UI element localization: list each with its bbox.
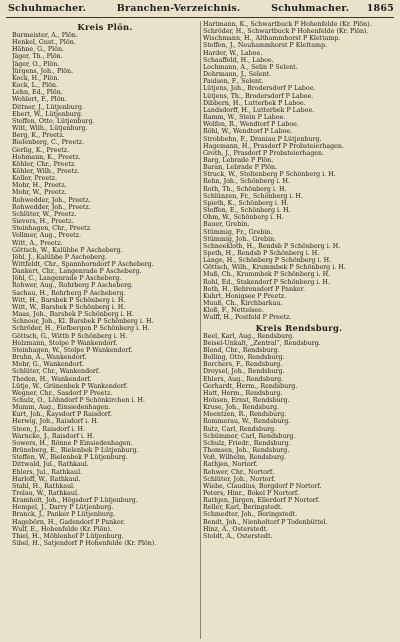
directory-entry: Berg, K., Preetz.: [12, 132, 65, 140]
directory-entry: Baran, Lebrade P Plön.: [203, 164, 278, 172]
directory-entry: Sievers, H., Preetz.: [12, 218, 74, 226]
directory-entry: Barg, Lebrade P Plön.: [203, 156, 274, 164]
directory-entry: Röhl, W., Wendtorf P Laboe.: [203, 128, 293, 136]
directory-entry: Lochmann, A., Selin P Selent.: [203, 63, 298, 71]
directory-entry: Borchers, F., Rendsburg.: [203, 361, 283, 369]
directory-entry: Dankert, Chr., Langenrade P Ascheberg.: [12, 268, 142, 276]
directory-entry: Reller, Karl, Beringstedt.: [203, 504, 283, 512]
directory-entry: Roth, Th., Schönberg i. H.: [203, 185, 287, 193]
directory-entry: Steinhagen, Chr., Preetz.: [12, 225, 93, 233]
directory-entry: Bendt, Joh., Nienholtorf P Todenbüttel.: [203, 518, 328, 526]
directory-entry: Mohr, H., Preetz.: [12, 182, 67, 190]
directory-entry: Wittfeldt, Chr., Spannhorndorf P Ascheberg.: [12, 261, 154, 268]
directory-entry: Schnoor, Joh., Kl. Barsbek P Schönberg i. H.: [12, 318, 154, 326]
directory-entry: Ehlers, Aug., Rendsburg.: [203, 375, 284, 383]
right-column: [203, 21, 395, 639]
directory-entry: Steffen, J., Neuhammhorst P Klettamp.: [203, 42, 328, 50]
section-title-rendsburg: Kreis Rendsburg.: [255, 322, 343, 333]
directory-entry: Lütjens, Th., Brodersdorf P Laboe.: [203, 92, 314, 100]
right-entry-list-rendsburg: [203, 333, 395, 541]
right-entry-list-ploen: [203, 21, 395, 322]
directory-entry: Sowers, H., Rönne P Einsiedenhagen.: [12, 439, 133, 447]
directory-entry: Schmedter, Joh., Beringstedt.: [203, 511, 298, 519]
directory-entry: Schneekloth, H., Rendsb P Schönberg i. H.: [203, 242, 341, 250]
directory-entry: Wegner, Chr., Sasdorf P Preetz.: [12, 389, 113, 397]
directory-entry: Holzmann, Stolpe P Wankendorf.: [12, 339, 118, 347]
directory-entry: Wulff, H., Postfeld P Preetz.: [203, 314, 292, 322]
directory-entry: Göttsch, W., Kalübbe P Ascheberg.: [12, 246, 123, 254]
directory-entry: Dibbern, H., Lutterbek P Laboe.: [203, 99, 306, 107]
directory-entry: Rohwer, Aug., Rohrberg P Ascheberg.: [12, 282, 134, 290]
directory-entry: Meentzen, R., Rendsburg.: [203, 411, 287, 419]
directory-entry: Bruhn, A., Wankendorf.: [12, 354, 87, 362]
directory-entry: Witt, H., Barsbek P Schönberg i. H.: [12, 296, 126, 304]
directory-entry: Beisel-Unkalt, „Zentral“, Rendsburg.: [203, 339, 321, 347]
directory-entry: Hempel, J., Darry P Lütjenburg.: [12, 504, 114, 512]
directory-entry: Warncke, J., Raisdorf i. H.: [12, 432, 95, 440]
directory-entry: Stümmig, Joh., Grebin.: [203, 235, 277, 243]
directory-entry: Schlünzen, Fr., Schönberg i. H.: [203, 192, 303, 200]
directory-entry: Rommerau, W., Rendsburg.: [203, 418, 291, 426]
directory-entry: Groth, J., Prasdorf P Probsteierhagen.: [203, 149, 325, 157]
directory-entry: Wiebe, Claudius, Borgdorf P Nortorf.: [203, 482, 322, 490]
directory-entry: Bielenberg, C., Preetz.: [12, 139, 85, 147]
directory-entry: Witt, A., Preetz.: [12, 239, 63, 247]
directory-entry: Henkel, Gust., Plön.: [12, 39, 76, 47]
directory-entry: Hagemann, H., Prasdorf P Probsteierhagen.: [203, 142, 344, 150]
header-left: Schuhmacher.: [8, 3, 87, 14]
directory-entry: Branck, J., Panker P Lütjenburg.: [12, 511, 116, 519]
directory-entry: Maas, Joh., Barsbek P Schönberg i. H.: [12, 311, 135, 319]
page-header: [8, 3, 394, 17]
directory-entry: Hähne, G., Plön.: [12, 46, 64, 54]
directory-entry: Mohr, G., Wankendorf.: [12, 361, 84, 369]
directory-entry: Schaaffeld, H., Laboe.: [203, 56, 274, 64]
directory-entry: Schulz, O., Löhndorf P Schönkirchen i. H.: [12, 396, 146, 404]
header-right: Schuhmacher.: [271, 3, 350, 14]
directory-entry: Kramholt, Joh., Högsdorf P Lütjenburg.: [12, 497, 138, 505]
directory-entry: Kurt, Joh., Kaysdorf P Raisdorf.: [12, 411, 113, 419]
column-separator: [200, 21, 201, 639]
directory-entry: Gerhardt, Herm., Rendsburg.: [203, 382, 298, 390]
directory-entry: Trelau, W., Rathkaul.: [12, 490, 80, 497]
directory-entry: Bolling, Otto, Rendsburg.: [203, 354, 285, 362]
directory-entry: Steinhagen, W., Stolpe P Wankendorf.: [12, 346, 133, 354]
directory-entry: Speth, H., Rendsb P Schönberg i. H.: [203, 250, 320, 257]
directory-entry: Lehn, Ed., Plön.: [12, 89, 63, 97]
directory-entry: Göttsch, Wilh., Krummbek P Schönberg i. H.: [203, 264, 346, 272]
directory-entry: Stahl, H., Rathkaul.: [12, 482, 76, 490]
directory-entry: Voß, Wilhelm, Rendsburg.: [203, 454, 287, 462]
directory-entry: Göttsch, G., Wittb P Schönberg i. H.: [12, 332, 128, 340]
directory-entry: Steffen, Otto, Lütjenburg.: [12, 117, 95, 125]
directory-entry: Wolfen, R., Wendtorf P Laboe.: [203, 121, 299, 129]
directory-entry: Stoldt, A., Osterstedt.: [203, 532, 273, 540]
left-entry-list: [12, 32, 198, 547]
directory-entry: Wohlert, F., Plön.: [12, 96, 67, 104]
directory-entry: Rohwedder, Joh., Preetz.: [12, 196, 91, 204]
directory-entry: Lütjens, Joh., Brodersdorf P Laboe.: [203, 85, 316, 93]
directory-entry: Koller, Preetz.: [12, 175, 57, 183]
directory-entry: Droysel, Joh., Rendsburg.: [203, 368, 285, 376]
directory-entry: Brüneberg, E., Bielenbek P Lütjenburg.: [12, 447, 139, 455]
directory-entry: Rohl, Ed., Stakendorf P Schönberg i. H.: [203, 278, 330, 286]
directory-entry: Kruse, Joh., Rendsburg.: [203, 404, 280, 412]
directory-entry: Köhler, Wilh., Preetz.: [12, 167, 80, 175]
directory-entry: Schulz, Friedr., Rendsburg.: [203, 439, 291, 447]
directory-entry: Rohwer, Chr., Nortorf.: [203, 468, 274, 476]
directory-entry: Strobbehn, F., Draniau P Lütjenburg.: [203, 135, 322, 143]
directory-entry: Herwig, Joh., Raisdorf i. H.: [12, 418, 99, 426]
directory-entry: Rohwedder, Joh., Preetz.: [12, 203, 91, 211]
directory-entry: Witt, W., Barsbek P Schönberg i. H.: [12, 303, 126, 311]
directory-entry: Jöhl, J., Kalübbe P Ascheberg.: [12, 253, 107, 261]
directory-entry: Schröder, H., Schwartbuck P Hohenfelde (Kr. Plön).: [203, 28, 369, 36]
left-column: [12, 21, 198, 639]
header-right-group: [271, 3, 394, 14]
directory-entry: Köhler, Chr., Preetz.: [12, 160, 77, 168]
directory-entry: Bauer, Grebin.: [203, 221, 250, 229]
directory-entry: Kock, H., Plön.: [12, 74, 60, 82]
directory-entry: Spieth, K., Schönberg i. H.: [203, 199, 289, 207]
directory-entry: Rehn, Joh., Schönberg i. H.: [203, 178, 291, 186]
directory-entry: Wischmann, H., Althammhorst P Klettamp.: [203, 35, 341, 43]
directory-entry: Ohm, W., Schönberg i. H.: [203, 214, 284, 222]
directory-entry: Mohr, W., Preetz.: [12, 189, 67, 197]
directory-entry: Wulf, E., Hohenfelde (Kr. Plön).: [12, 525, 112, 533]
directory-entry: Steen, J., Raisdorf i. H.: [12, 425, 85, 433]
directory-entry: Burmeister, A., Plön.: [12, 32, 78, 39]
page-number: 1865: [366, 3, 394, 14]
directory-entry: Hohmann, K., Preetz.: [12, 153, 81, 161]
directory-entry: Steffen, E., Schönberg i. H.: [203, 207, 291, 215]
directory-entry: Jöhl, C., Langenrade P Ascheberg.: [12, 275, 122, 283]
header-center: Branchen-Verzeichnis.: [116, 3, 241, 14]
directory-entry: Hoüsen, Ernst, Rendsburg.: [203, 396, 290, 404]
section-title-ploen: Kreis Plön.: [77, 22, 133, 32]
directory-entry: Dohrmann, J., Selent.: [203, 71, 272, 79]
directory-entry: Hartmann, K., Schwartbuck P Hohenfelde (Kr. Plön).: [203, 21, 372, 28]
directory-entry: Thiel, H., Möhlenhof P Lütjenburg.: [12, 532, 124, 540]
directory-entry: Harder, W., Laboe.: [203, 49, 263, 57]
directory-entry: Hagebörn, H., Gadendorf P Panker.: [12, 518, 126, 526]
directory-entry: Dittwald, Jul., Rathkaul.: [12, 461, 89, 469]
directory-entry: Witt, Wilh., Lütjenburg.: [12, 125, 88, 133]
directory-entry: Sibel, H., Satjendorf P Hohenfelde (Kr. Plön).: [12, 540, 157, 548]
directory-entry: Peters, Hinr., Bokel P Nortorf.: [203, 490, 300, 497]
directory-entry: Paulsen, F., Selent.: [203, 78, 264, 86]
directory-entry: Jäger, O., Plön.: [12, 60, 60, 68]
directory-entry: Rutz, Carl, Rendsburg.: [203, 425, 277, 433]
directory-entry: Schlüter, Chr., Wankendorf.: [12, 368, 101, 376]
directory-entry: Dittner, J., Lütjenburg.: [12, 103, 84, 111]
directory-entry: Lütje, W., Grünenbek P Wankendorf.: [12, 382, 128, 390]
directory-entry: Muß, Ch., Krummbek P Schönberg i. H.: [203, 271, 331, 279]
directory-entry: Both, H., Behrensdorf P Panker.: [203, 285, 305, 293]
directory-entry: Beel, Karl, Aug., Rendsburg.: [203, 332, 295, 340]
directory-entry: Hinz, A., Osterstedt.: [203, 525, 269, 533]
directory-entry: Blond, Chr., Rendsburg.: [203, 346, 280, 354]
directory-entry: Stümmig, Fr., Grebin.: [203, 228, 273, 236]
directory-entry: Theden, H., Wankendorf.: [12, 375, 92, 383]
directory-entry: Harloff, W., Rathkaul.: [12, 475, 81, 483]
directory-entry: Kock, L., Plön.: [12, 82, 58, 90]
directory-entry: Schröder, H., Fiefbergen P Schönberg i. H.: [12, 325, 150, 333]
directory-entry: Steffen, W., Bielenbek P Lütjenburg.: [12, 454, 128, 462]
directory-entry: Rathjen, Jürgen, Ellerdorf P Nortorf.: [203, 497, 320, 505]
directory-entry: Kuhrt, Honigsee P Preetz.: [203, 292, 287, 300]
directory-entry: Muuß, Ch., Kirchbarkau.: [203, 300, 283, 308]
directory-entry: Mumm, Aug., Einsiedenhagen.: [12, 404, 111, 412]
directory-entry: Struck, W., Stoltenberg P Schönberg i. H.: [203, 171, 336, 179]
directory-entry: Ramm, W., Stein P Laboe.: [203, 114, 286, 122]
directory-entry: Rathjen, Nortorf.: [203, 461, 258, 469]
directory-entry: Vollmer, Aug., Preetz.: [12, 232, 81, 240]
header-rule: [6, 17, 394, 18]
directory-entry: Landsdorff, H., Lutterbek P Laboe.: [203, 106, 315, 114]
directory-entry: Jürgens, Joh., Plön.: [12, 67, 74, 75]
directory-entry: Ehlers, Jul., Rathkaul.: [12, 468, 83, 476]
directory-entry: Hatt, Herm., Rendsburg.: [203, 389, 283, 397]
directory-entry: Kloß, F., Nettelsee.: [203, 307, 264, 315]
directory-entry: Lange, H., Schönberg P Schönberg i. H.: [203, 257, 332, 265]
directory-entry: Schümmer, Carl, Rendsburg.: [203, 432, 296, 440]
directory-entry: Jäger, Th., Plön.: [12, 53, 63, 61]
directory-entry: Sachau, H., Rohrberg P Ascheberg.: [12, 289, 126, 297]
directory-entry: Schlüter, Joh., Nortorf.: [203, 475, 276, 483]
directory-entry: Ebert, W., Lütjenburg.: [12, 110, 83, 118]
directory-entry: Gerlig, K., Preetz.: [12, 146, 70, 154]
directory-entry: Schlüter, W., Preetz.: [12, 210, 77, 218]
directory-entry: Thomsen, Joh., Rendsburg.: [203, 447, 290, 455]
